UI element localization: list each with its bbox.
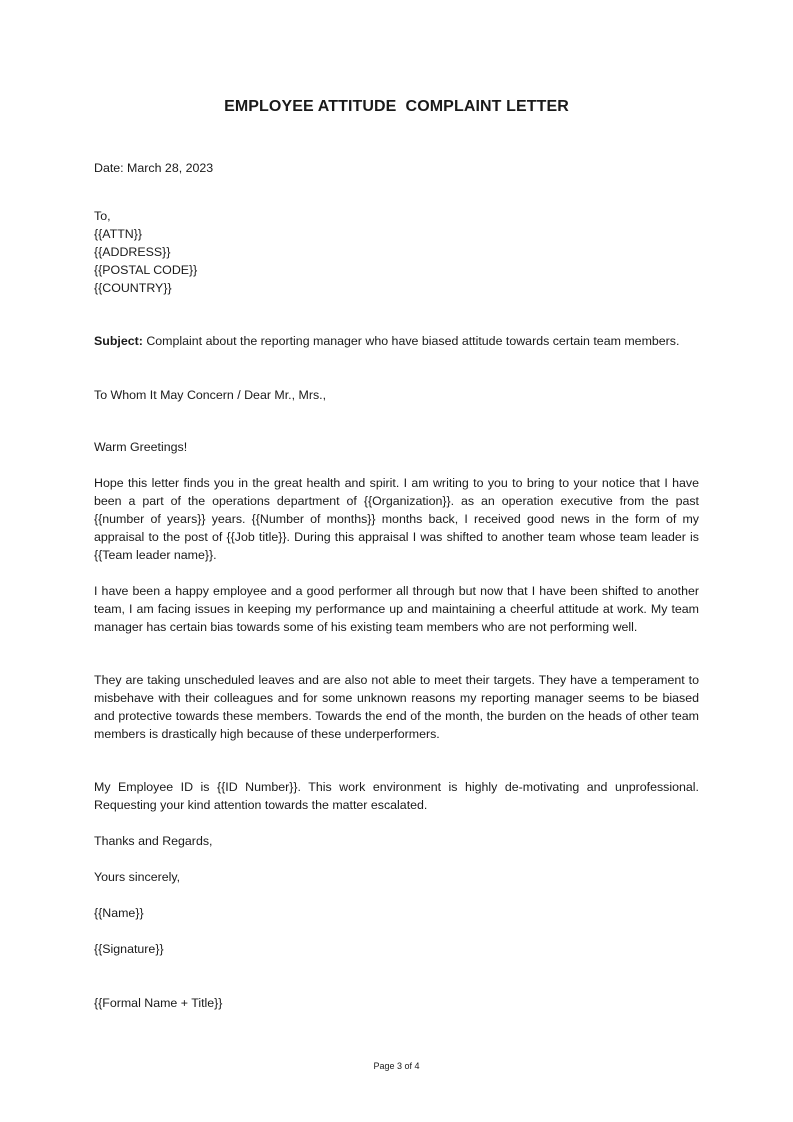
body-paragraph: Hope this letter finds you in the great health and spirit. I am writing to you to bring to your notice that I have been a part of the operations department of {{Organization}}. as an operation executive from the past {{number of years}} years. {{Number of months}} months back, I received good news in the form of my appraisal to the post of {{Job title}}. During this appraisal I was shifted to another team whose team leader is {{Team leader name}}. [94,476,699,562]
closing: Thanks and Regards, [94,834,213,848]
signer-name: {{Name}} [94,906,144,920]
subject-text: Complaint about the reporting manager who have biased attitude towards certain team members. [146,334,680,348]
subject-label: Subject: [94,334,143,348]
document-title: EMPLOYEE ATTITUDE COMPLAINT LETTER [224,98,569,115]
recipient-country: {{COUNTRY}} [94,281,172,295]
sign-off: Yours sincerely, [94,870,181,884]
recipient-block [94,207,699,297]
body-paragraph: I have been a happy employee and a good performer all through but now that I have been shifted to another team, I am facing issues in keeping my performance up and maintaining a cheerful attitude at work. My team manager has certain bias towards some of his existing team members who are not performing well. [94,584,699,634]
body-paragraph: My Employee ID is {{ID Number}}. This work environment is highly de-motivating and unprofessional. Requesting your kind attention towards the matter escalated. [94,780,699,812]
body-paragraph: They are taking unscheduled leaves and are also not able to meet their targets. They have a temperament to misbehave with their colleagues and for some unknown reasons my reporting manager seems to be biased and protective towards these members. Towards the end of the month, the burden on the heads of other team members is drastically high because of these underperformers. [94,673,699,741]
recipient-to: To, [94,209,111,223]
recipient-attn: {{ATTN}} [94,227,142,241]
greeting: Warm Greetings! [94,440,188,454]
letter-date: Date: March 28, 2023 [94,161,214,175]
page-number: Page 3 of 4 [373,1061,420,1071]
recipient-address: {{ADDRESS}} [94,245,171,259]
signature: {{Signature}} [94,942,164,956]
salutation: To Whom It May Concern / Dear Mr., Mrs., [94,388,327,402]
recipient-postal-code: {{POSTAL CODE}} [94,263,198,277]
formal-name-title: {{Formal Name + Title}} [94,996,223,1010]
subject-line [94,332,699,350]
